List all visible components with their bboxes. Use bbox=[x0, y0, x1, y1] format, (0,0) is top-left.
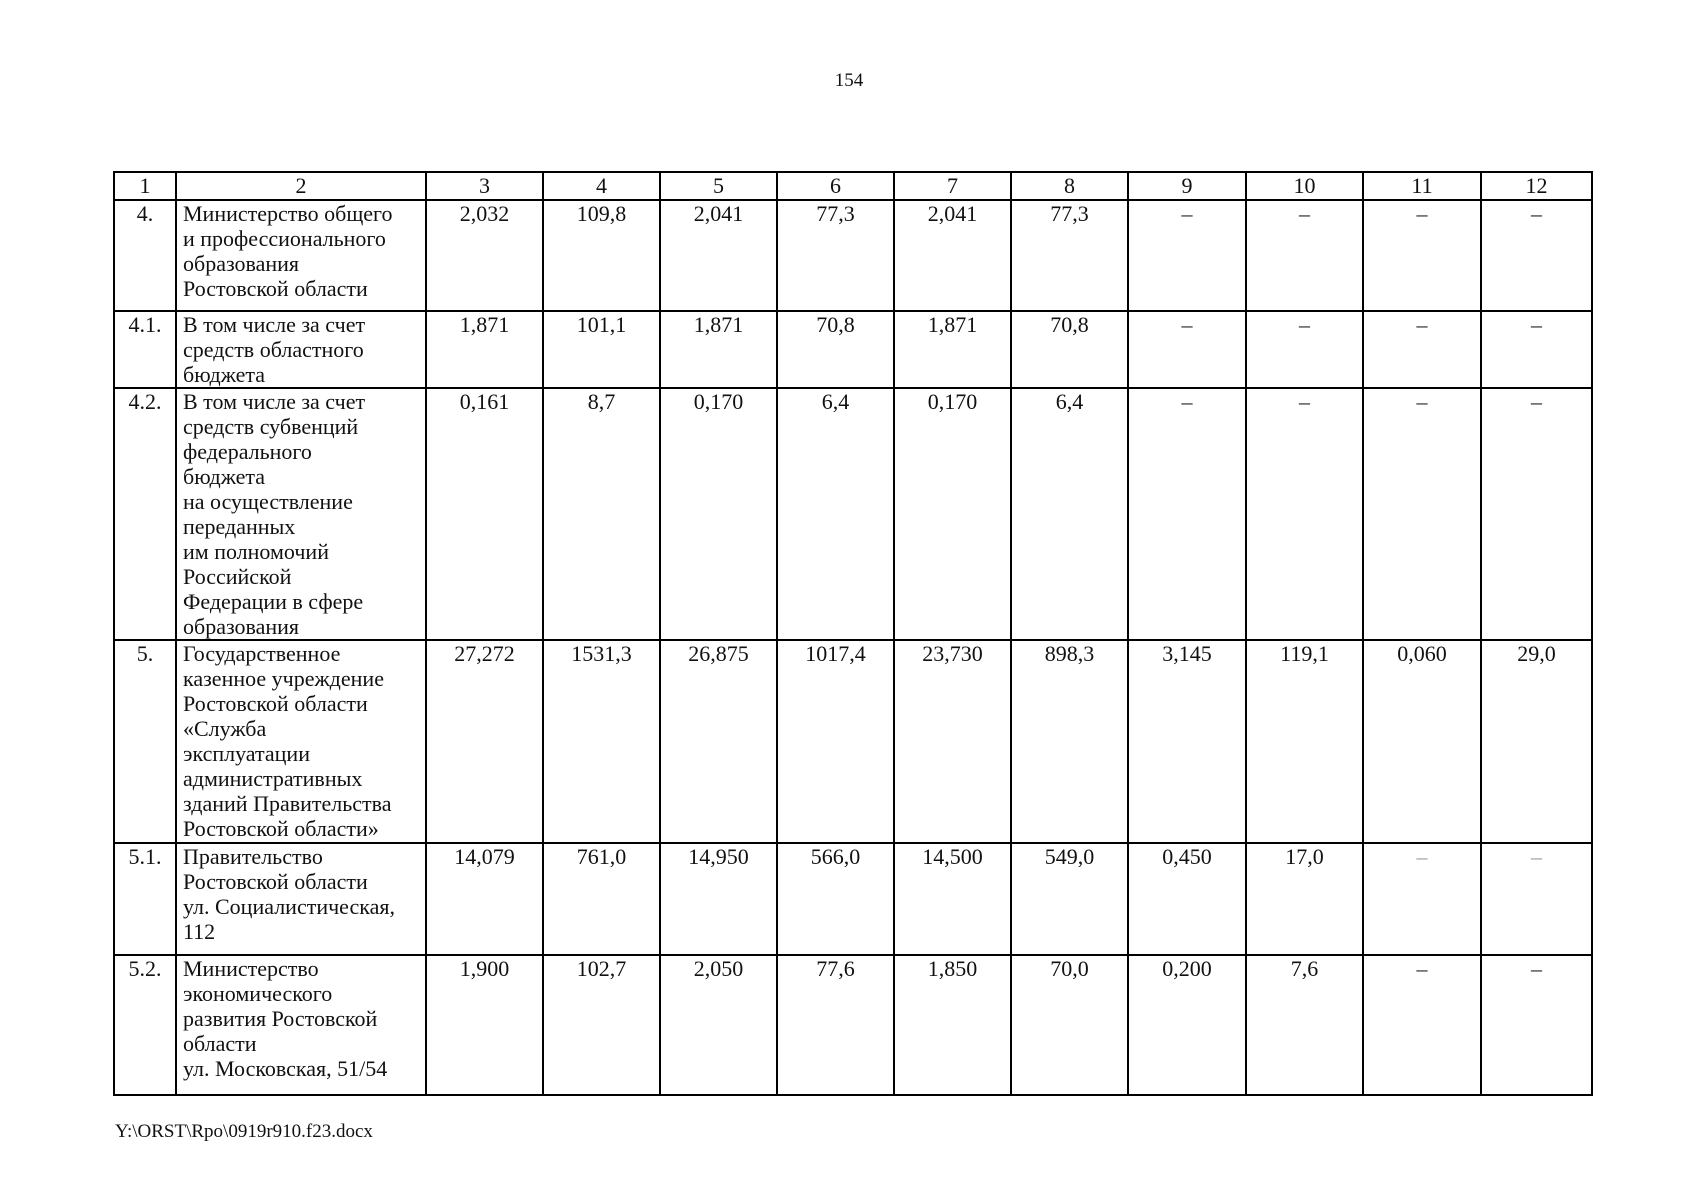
value-cell: 761,0 bbox=[543, 843, 660, 955]
value-cell: 77,3 bbox=[777, 200, 894, 311]
row-name-line: В том числе за счет bbox=[183, 389, 366, 414]
value-cell: 0,161 bbox=[426, 388, 543, 640]
value-cell: 1,871 bbox=[426, 311, 543, 388]
row-name-line: Федерации в сфере bbox=[183, 589, 364, 614]
table-body bbox=[114, 200, 1592, 1095]
value-cell: – bbox=[1481, 200, 1592, 311]
row-name-line: Ростовской области» bbox=[183, 816, 379, 841]
value-cell: 14,500 bbox=[894, 843, 1011, 955]
value-cell: 14,950 bbox=[660, 843, 777, 955]
value-cell: – bbox=[1481, 388, 1592, 640]
value-cell: 77,3 bbox=[1011, 200, 1128, 311]
row-number-cell: 4.2. bbox=[114, 388, 176, 640]
value-cell: 102,7 bbox=[543, 955, 660, 1095]
value-cell: 7,6 bbox=[1246, 955, 1363, 1095]
row-name-line: экономического bbox=[183, 981, 333, 1006]
header-cell: 12 bbox=[1481, 172, 1592, 200]
value-cell: 101,1 bbox=[543, 311, 660, 388]
row-name-line: образования bbox=[183, 614, 300, 639]
row-number-cell: 4.1. bbox=[114, 311, 176, 388]
row-name-line: образования bbox=[183, 251, 300, 276]
row-name-line: казенное учреждение bbox=[183, 666, 384, 691]
row-number-cell: 5.2. bbox=[114, 955, 176, 1095]
row-name-line: Правительство bbox=[183, 844, 323, 869]
value-cell: – bbox=[1481, 955, 1592, 1095]
row-name-cell bbox=[176, 388, 426, 640]
table-row bbox=[114, 955, 1592, 1095]
value-cell: 1,900 bbox=[426, 955, 543, 1095]
row-name-line: Российской bbox=[183, 564, 292, 589]
row-name-cell bbox=[176, 200, 426, 311]
value-cell: 6,4 bbox=[777, 388, 894, 640]
value-cell: – bbox=[1363, 311, 1481, 388]
row-name-cell bbox=[176, 311, 426, 388]
row-number-cell: 5.1. bbox=[114, 843, 176, 955]
header-cell: 6 bbox=[777, 172, 894, 200]
table-row bbox=[114, 843, 1592, 955]
row-name-line: Министерство bbox=[183, 956, 319, 981]
row-name-cell bbox=[176, 955, 426, 1095]
value-cell: 2,032 bbox=[426, 200, 543, 311]
value-cell: 0,170 bbox=[660, 388, 777, 640]
row-name-line: и профессионального bbox=[183, 226, 386, 251]
row-name-line: административных bbox=[183, 766, 363, 791]
value-cell: – bbox=[1128, 388, 1246, 640]
row-name-line: бюджета bbox=[183, 464, 266, 489]
value-cell: – bbox=[1363, 388, 1481, 640]
page-number: 154 bbox=[834, 70, 864, 91]
value-cell: – bbox=[1128, 311, 1246, 388]
row-name-line: им полномочий bbox=[183, 539, 329, 564]
row-name-line: эксплуатации bbox=[183, 741, 310, 766]
row-name-line: ул. Московская, 51/54 bbox=[183, 1056, 388, 1081]
value-cell: 1531,3 bbox=[543, 640, 660, 843]
table-row bbox=[114, 640, 1592, 843]
header-cell: 4 bbox=[543, 172, 660, 200]
value-cell: 119,1 bbox=[1246, 640, 1363, 843]
header-cell: 3 bbox=[426, 172, 543, 200]
value-cell: – bbox=[1246, 388, 1363, 640]
value-cell: 1,850 bbox=[894, 955, 1011, 1095]
row-name-line: развития Ростовской bbox=[183, 1006, 378, 1031]
value-cell: 29,0 bbox=[1481, 640, 1592, 843]
value-cell: 1017,4 bbox=[777, 640, 894, 843]
value-cell: 27,272 bbox=[426, 640, 543, 843]
header-cell: 11 bbox=[1363, 172, 1481, 200]
value-cell: 70,8 bbox=[1011, 311, 1128, 388]
value-cell: 566,0 bbox=[777, 843, 894, 955]
row-number-cell: 5. bbox=[114, 640, 176, 843]
table-row bbox=[114, 388, 1592, 640]
header-cell: 2 bbox=[176, 172, 426, 200]
value-cell: – bbox=[1363, 200, 1481, 311]
table-row bbox=[114, 200, 1592, 311]
header-cell: 7 bbox=[894, 172, 1011, 200]
value-cell: 8,7 bbox=[543, 388, 660, 640]
row-name-line: переданных bbox=[183, 514, 296, 539]
row-name-line: на осуществление bbox=[183, 489, 353, 514]
value-cell: 26,875 bbox=[660, 640, 777, 843]
header-cell: 1 bbox=[114, 172, 176, 200]
value-cell: 23,730 bbox=[894, 640, 1011, 843]
row-name-line: Ростовской области bbox=[183, 276, 368, 301]
value-cell: 0,060 bbox=[1363, 640, 1481, 843]
table-row bbox=[114, 311, 1592, 388]
value-cell: – bbox=[1246, 311, 1363, 388]
value-cell: 0,170 bbox=[894, 388, 1011, 640]
value-cell: 898,3 bbox=[1011, 640, 1128, 843]
value-cell: 14,079 bbox=[426, 843, 543, 955]
value-cell: 0,450 bbox=[1128, 843, 1246, 955]
row-name-line: В том числе за счет bbox=[183, 312, 366, 337]
value-cell: 70,0 bbox=[1011, 955, 1128, 1095]
row-name-line: бюджета bbox=[183, 362, 266, 387]
row-name-line: средств субвенций bbox=[183, 414, 359, 439]
row-name-line: средств областного bbox=[183, 337, 364, 362]
value-cell: 3,145 bbox=[1128, 640, 1246, 843]
row-name-line: Ростовской области bbox=[183, 691, 368, 716]
row-name-line: федерального bbox=[183, 439, 312, 464]
row-name-line: зданий Правительства bbox=[183, 791, 392, 816]
value-cell: 1,871 bbox=[894, 311, 1011, 388]
value-cell: 109,8 bbox=[543, 200, 660, 311]
value-cell: 2,041 bbox=[894, 200, 1011, 311]
header-cell: 8 bbox=[1011, 172, 1128, 200]
value-cell: – bbox=[1246, 200, 1363, 311]
data-table bbox=[113, 171, 1593, 1096]
value-cell: 1,871 bbox=[660, 311, 777, 388]
value-cell: – bbox=[1481, 311, 1592, 388]
value-cell: 2,050 bbox=[660, 955, 777, 1095]
table-header-row bbox=[114, 172, 1592, 200]
value-cell: – bbox=[1363, 843, 1481, 955]
value-cell: – bbox=[1363, 955, 1481, 1095]
value-cell: 549,0 bbox=[1011, 843, 1128, 955]
value-cell: 70,8 bbox=[777, 311, 894, 388]
value-cell: 6,4 bbox=[1011, 388, 1128, 640]
row-name-line: Министерство общего bbox=[183, 201, 393, 226]
value-cell: 2,041 bbox=[660, 200, 777, 311]
row-name-line: области bbox=[183, 1031, 257, 1056]
row-name-line: Государственное bbox=[183, 641, 341, 666]
header-cell: 9 bbox=[1128, 172, 1246, 200]
row-name-line: 112 bbox=[183, 919, 216, 944]
footer-file-path: Y:\ORST\Rpo\0919r910.f23.docx bbox=[115, 1121, 373, 1142]
row-name-line: Ростовской области bbox=[183, 869, 368, 894]
header-cell: 5 bbox=[660, 172, 777, 200]
row-name-line: ул. Социалистическая, bbox=[183, 894, 395, 919]
row-number-cell: 4. bbox=[114, 200, 176, 311]
value-cell: – bbox=[1481, 843, 1592, 955]
value-cell: 0,200 bbox=[1128, 955, 1246, 1095]
header-cell: 10 bbox=[1246, 172, 1363, 200]
row-name-line: «Служба bbox=[183, 716, 267, 741]
value-cell: 17,0 bbox=[1246, 843, 1363, 955]
row-name-cell bbox=[176, 640, 426, 843]
row-name-cell bbox=[176, 843, 426, 955]
value-cell: – bbox=[1128, 200, 1246, 311]
value-cell: 77,6 bbox=[777, 955, 894, 1095]
